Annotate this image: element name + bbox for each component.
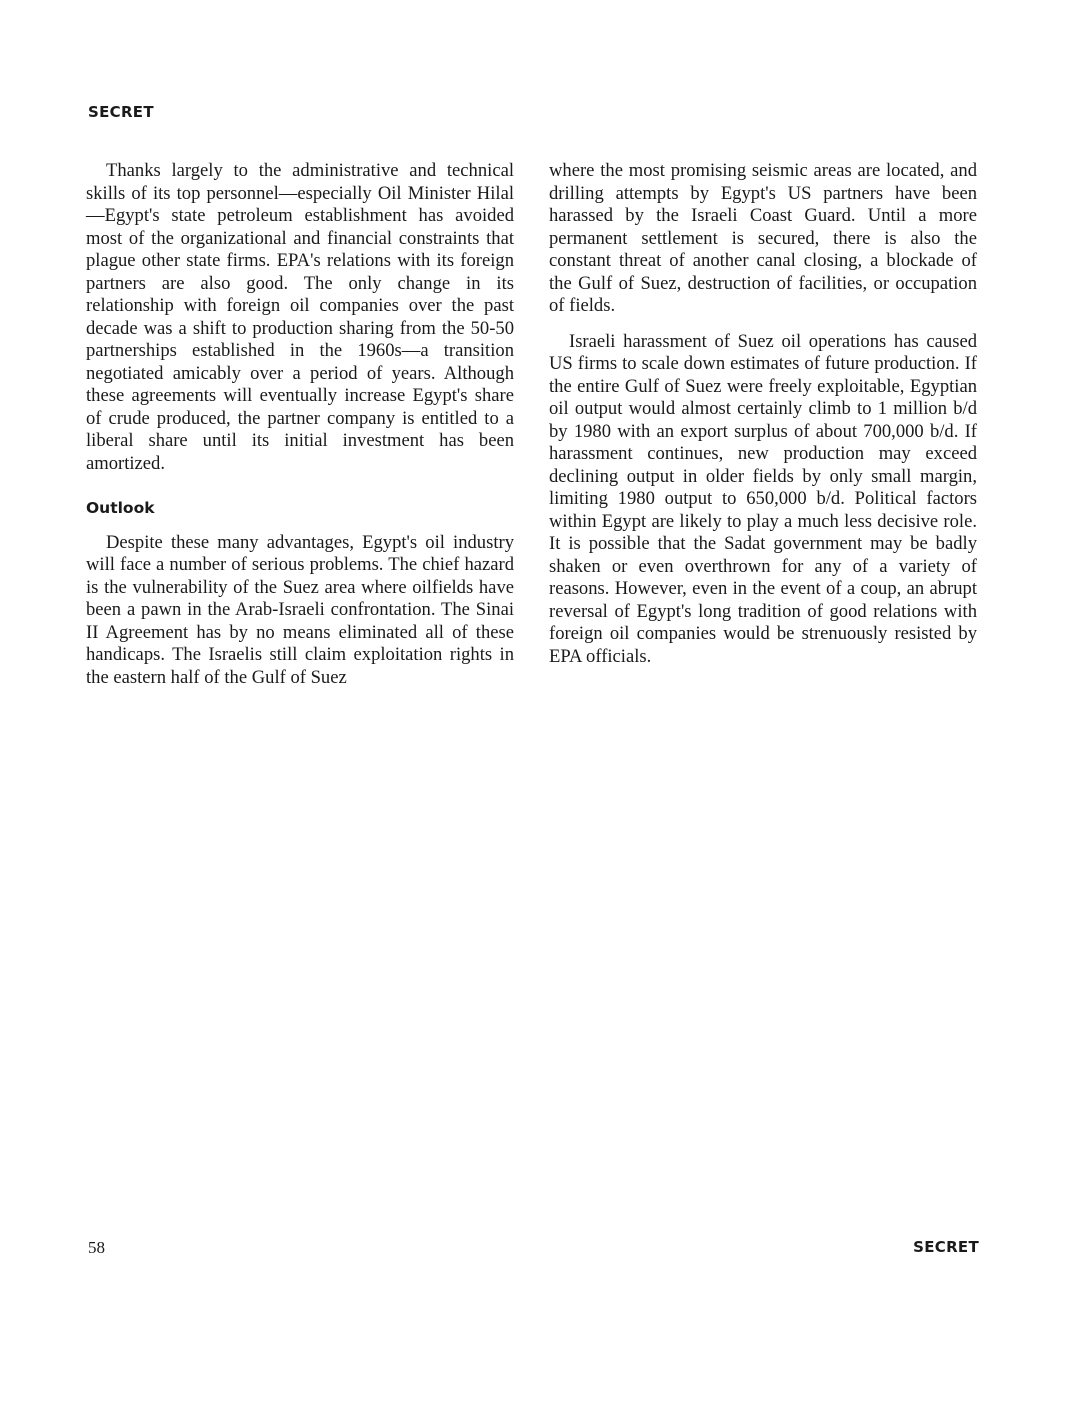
header-classification: SECRET [88, 103, 154, 121]
body-paragraph: Despite these many advantages, Egypt's oil industry will face a number of serious problems. The chief hazard is the vulnerability of the Suez area where oilfields have been a pawn in the Arab-Israeli confrontation. The Sinai II Agreement has by no means eliminated all of these handicaps. The Israelis still claim exploitation rights in the eastern half of the Gulf of Suez [86, 531, 514, 688]
right-column [549, 160, 977, 681]
page-number: 58 [88, 1238, 105, 1257]
section-heading-outlook: Outlook [86, 499, 155, 517]
body-paragraph: Israeli harassment of Suez oil operations has caused US firms to scale down estimates of future production. If the entire Gulf of Suez were freely exploitable, Egyptian oil output would almost certainly climb to 1 million b/d by 1980 with an export surplus of about 700,000 b/d. If harassment continues, new production may exceed declining output in older fields by only small margin, limiting 1980 output to 650,000 b/d. Political factors within Egypt are likely to play a much less decisive role. It is possible that the Sadat government may be badly shaken or even overthrown for any of a variety of reasons. However, even in the event of a coup, an abrupt reversal of Egypt's long tradition of good relations with foreign oil companies would be strenuously resisted by EPA officials. [549, 330, 977, 667]
left-column [86, 160, 514, 702]
body-paragraph: Thanks largely to the administrative and technical skills of its top personnel—especially Oil Minister Hilal—Egypt's state petroleum establishment has avoided most of the organizational and financial constraints that plague other state firms. EPA's relations with its foreign partners are also good. The only change in its relationship with foreign oil companies over the past decade was a shift to production sharing from the 50-50 partnerships established in the 1960s—a transition negotiated amicably over a period of years. Although these agreements will eventually increase Egypt's share of crude produced, the partner company is entitled to a liberal share until its initial investment has been amortized. [86, 160, 514, 474]
footer-classification: SECRET [913, 1238, 979, 1256]
body-paragraph-continued: where the most promising seismic areas are located, and drilling attempts by Egypt's US partners have been harassed by the Israeli Coast Guard. Until a more permanent settlement is secured, there is also the constant threat of another canal closing, a blockade of the Gulf of Suez, destruction of facilities, or occupation of fields. [549, 160, 977, 316]
